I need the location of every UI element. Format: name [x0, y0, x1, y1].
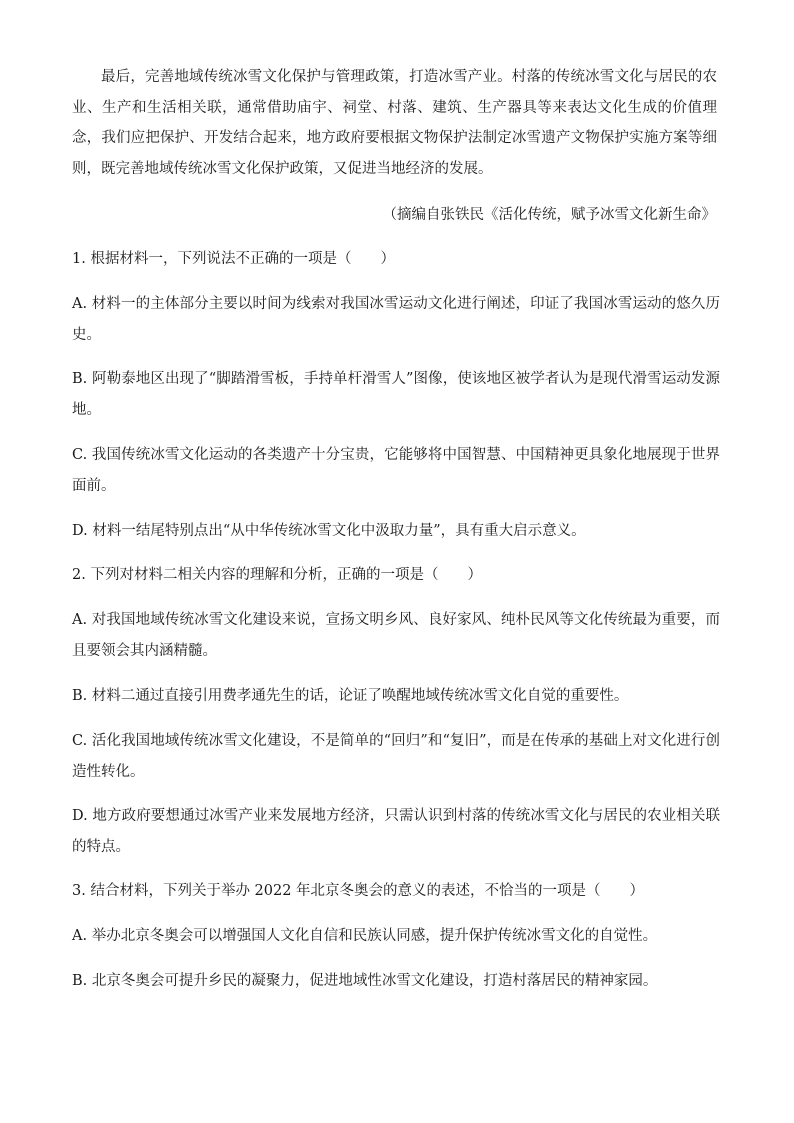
passage-source: （摘编自张铁民《活化传统，赋予冰雪文化新生命》 [382, 207, 716, 223]
question-2-option-a: A. 对我国地域传统冰雪文化建设来说，宣扬文明乡风、良好家风、纯朴民风等文化传统最为重要，而且要领会其内涵精髓。 [72, 612, 720, 659]
question-1-option-b: B. 阿勒泰地区出现了“脚踏滑雪板，手持单杆滑雪人”图像，使该地区被学者认为是现代滑雪运动发源地。 [72, 371, 720, 418]
question-1-option-c: C. 我国传统冰雪文化运动的各类遗产十分宝贵，它能够将中国智慧、中国精神更具象化地展现于世界面前。 [72, 447, 720, 494]
question-2-option-c: C. 活化我国地域传统冰雪文化建设，不是简单的“回归”和“复旧”，而是在传承的基础上对文化进行创造性转化。 [72, 733, 720, 780]
question-2-option-b: B. 材料二通过直接引用费孝通先生的话，论证了唤醒地域传统冰雪文化自觉的重要性。 [72, 688, 629, 704]
question-1-option-d: D. 材料一结尾特别点出“从中华传统冰雪文化中汲取力量”，具有重大启示意义。 [72, 523, 586, 539]
passage-paragraph: 最后，完善地域传统冰雪文化保护与管理政策，打造冰雪产业。村落的传统冰雪文化与居民的农业、生产和生活相关联，通常借助庙宇、祠堂、村落、建筑、生产器具等来表达文化生成的价值理念，我们应把保护、开发结合起来，地方政府要根据文物保护法制定冰雪遗产文物保护实施方案等细则，既完善地域传统冰雪文化保护政策，又促进当地经济的发展。 [72, 69, 717, 177]
question-3-stem: 3. 结合材料，下列关于举办 2022 年北京冬奥会的意义的表述，不恰当的一项是（ ） [72, 883, 645, 899]
question-1-stem: 1. 根据材料一，下列说法不正确的一项是（ ） [72, 251, 395, 267]
question-3-option-a: A. 举办北京冬奥会可以增强国人文化自信和民族认同感，提升保护传统冰雪文化的自觉性。 [72, 928, 658, 944]
question-1-option-a: A. 材料一的主体部分主要以时间为线索对我国冰雪运动文化进行阐述，印证了我国冰雪运动的悠久历史。 [72, 296, 720, 343]
question-3-option-b: B. 北京冬奥会可提升乡民的凝聚力，促进地域性冰雪文化建设，打造村落居民的精神家园。 [72, 973, 658, 989]
question-2-stem: 2. 下列对材料二相关内容的理解和分析，正确的一项是（ ） [72, 567, 482, 583]
question-2-option-d: D. 地方政府要想通过冰雪产业来发展地方经济，只需认识到村落的传统冰雪文化与居民的农业相关联的特点。 [72, 808, 720, 855]
